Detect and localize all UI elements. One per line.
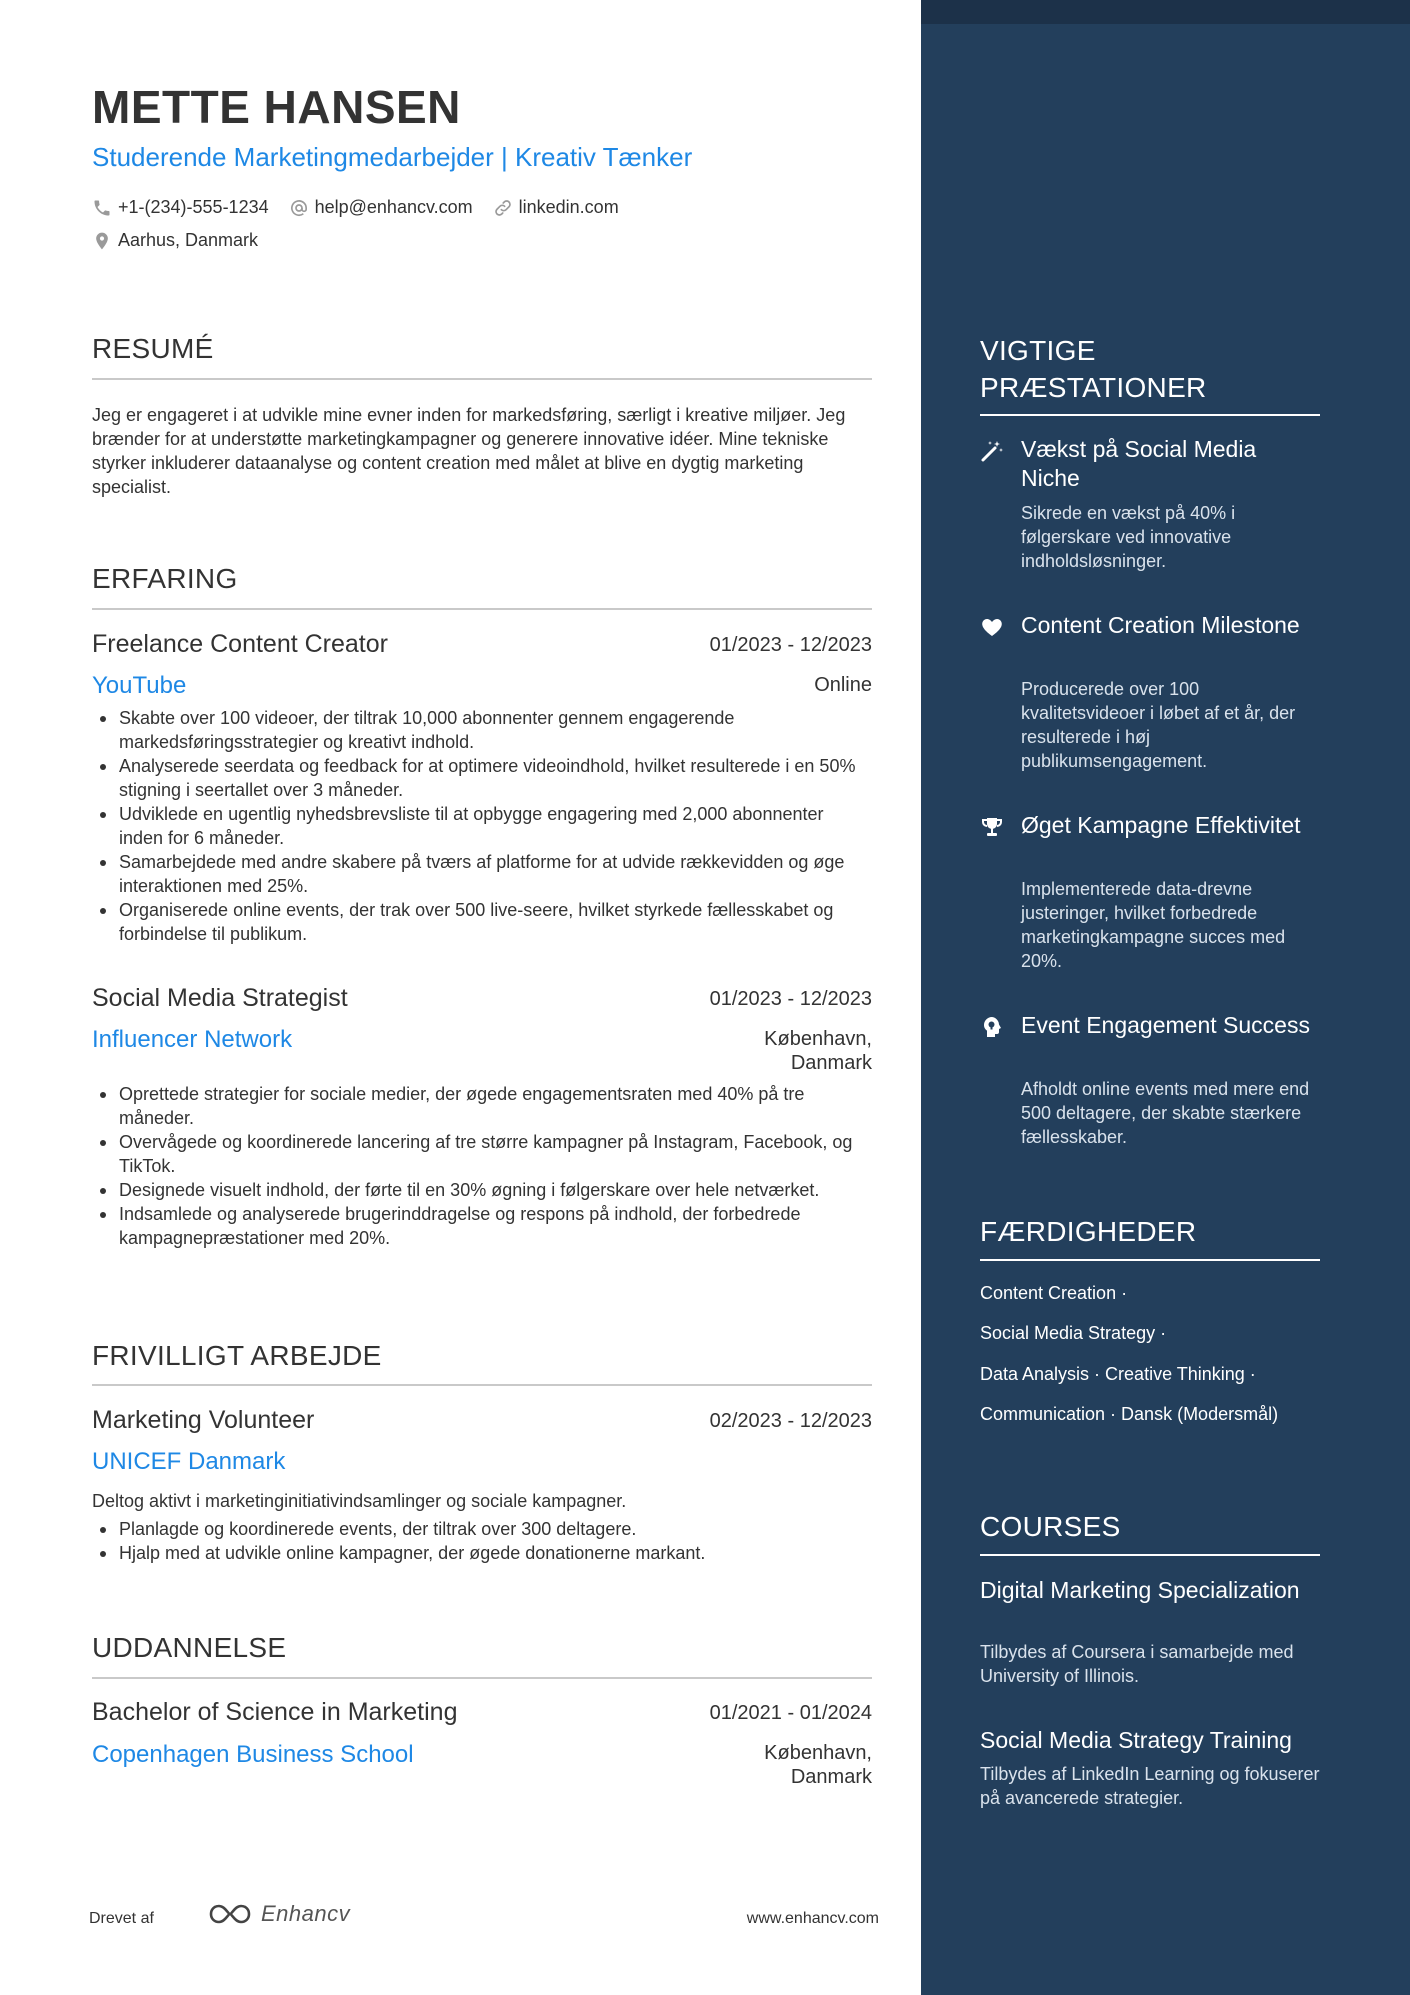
summary-heading: RESUMÉ	[92, 333, 214, 364]
contact-email[interactable]	[289, 197, 473, 218]
list-item: Planlagde og koordinerede events, der tiltrak over 300 deltagere.	[92, 1517, 872, 1541]
volunteer-divider	[92, 1384, 872, 1386]
head-lightbulb-icon	[980, 1015, 1004, 1039]
achievement-title: Content Creation Milestone	[1021, 612, 1300, 638]
course-title: Digital Marketing Specialization	[980, 1577, 1300, 1603]
at-icon	[289, 198, 309, 218]
brand-name: Enhancv	[261, 1901, 351, 1926]
footer	[89, 1900, 879, 1940]
skills-heading: FÆRDIGHEDER	[980, 1216, 1197, 1247]
volunteer-bullets	[92, 1517, 872, 1565]
job-bullets	[92, 1082, 872, 1250]
heart-icon	[980, 615, 1004, 639]
company-name[interactable]: YouTube	[92, 672, 187, 699]
skill-line: Data Analysis · Creative Thinking ·	[980, 1364, 1256, 1384]
volunteer-heading: FRIVILLIGT ARBEJDE	[92, 1340, 382, 1371]
achievement-title: Vækst på Social Media Niche	[1021, 436, 1257, 491]
courses-divider	[980, 1554, 1320, 1556]
phone-icon	[92, 198, 112, 218]
candidate-tagline: Studerende Marketingmedarbejder | Kreativ Tænker	[92, 142, 693, 172]
sidebar	[921, 0, 1410, 1995]
achievement-desc: Sikrede en vækst på 40% i følgerskare ved innovative indholdsløsninger.	[1021, 503, 1236, 571]
list-item: Indsamlede og analyserede brugerinddragelse og respons på indhold, der forbedrede kampagnepræstationer med 20%.	[92, 1202, 872, 1250]
sidebar-top-bar	[921, 0, 1410, 24]
job-dates: 01/2023 - 12/2023	[709, 634, 872, 656]
email-text: help@enhancv.com	[314, 197, 473, 217]
job-title: Social Media Strategist	[92, 984, 348, 1012]
company-name[interactable]: Influencer Network	[92, 1026, 293, 1053]
location-line: Danmark	[790, 1052, 872, 1074]
location-line: København,	[764, 1028, 872, 1050]
list-item: Oprettede strategier for sociale medier, der øgede engagementsraten med 40% på tre måneder.	[92, 1082, 872, 1130]
list-item: Hjalp med at udvikle online kampagner, der øgede donationerne markant.	[92, 1541, 872, 1565]
link-icon	[493, 198, 513, 218]
location-pin-icon	[92, 231, 112, 251]
candidate-name: METTE HANSEN	[92, 81, 461, 133]
phone-text: +1-(234)-555-1234	[118, 197, 269, 217]
linkedin-text: linkedin.com	[518, 197, 619, 217]
list-item: Skabte over 100 videoer, der tiltrak 10,000 abonnenter gennem engagerende markedsføringsstrategier og kreativt indhold.	[92, 706, 872, 754]
volunteer-dates: 02/2023 - 12/2023	[709, 1410, 872, 1432]
list-item: Overvågede og koordinerede lancering af tre større kampagner på Instagram, Facebook, og TikTok.	[92, 1130, 872, 1178]
experience-heading: ERFARING	[92, 563, 238, 594]
achievement-desc: Afholdt online events med mere end 500 deltagere, der skabte stærkere fællesskaber.	[1021, 1079, 1310, 1147]
education-heading: UDDANNELSE	[92, 1632, 287, 1663]
job-location: Online	[814, 674, 872, 696]
heading-line: VIGTIGE	[980, 335, 1096, 366]
achievements-heading	[980, 332, 1207, 406]
course-desc: Tilbydes af Coursera i samarbejde med University of Illinois.	[980, 1642, 1294, 1686]
summary-divider	[92, 378, 872, 380]
skill-line: Content Creation ·	[980, 1283, 1128, 1303]
contact-linkedin[interactable]	[493, 197, 619, 218]
course-desc: Tilbydes af LinkedIn Learning og fokuserer på avancerede strategier.	[980, 1764, 1320, 1808]
volunteer-intro: Deltog aktivt i marketinginitiativindsamlinger og sociale kampagner.	[92, 1491, 627, 1511]
volunteer-organization[interactable]: UNICEF Danmark	[92, 1448, 286, 1475]
achievement-title: Øget Kampagne Effektivitet	[1021, 812, 1301, 838]
school-name[interactable]: Copenhagen Business School	[92, 1741, 414, 1768]
job-title: Freelance Content Creator	[92, 630, 388, 658]
list-item: Designede visuelt indhold, der førte til en 30% øgning i følgerskare over hele netværket.	[92, 1178, 872, 1202]
location-text: Aarhus, Danmark	[118, 230, 259, 250]
achievement-desc: Implementerede data-drevne justeringer, hvilket forbedrede marketingkampagne succes med 20%.	[1021, 879, 1286, 971]
location-line: Danmark	[790, 1766, 872, 1788]
list-item: Samarbejdede med andre skabere på tværs af platforme for at udvide rækkevidden og øge interaktionen med 25%.	[92, 850, 872, 898]
degree-title: Bachelor of Science in Marketing	[92, 1698, 458, 1726]
volunteer-role: Marketing Volunteer	[92, 1406, 315, 1434]
skill-line: Social Media Strategy ·	[980, 1323, 1167, 1343]
trophy-icon	[980, 815, 1004, 839]
powered-by-label: Drevet af	[89, 1910, 154, 1927]
course-title: Social Media Strategy Training	[980, 1727, 1292, 1753]
contact-row	[92, 197, 639, 218]
list-item: Udviklede en ugentlig nyhedsbrevsliste til at opbygge engagering med 2,000 abonnenter inden for 6 måneder.	[92, 802, 872, 850]
education-location	[764, 1741, 872, 1789]
enhancv-logo[interactable]	[207, 1900, 350, 1928]
education-dates: 01/2021 - 01/2024	[709, 1702, 872, 1724]
achievements-divider	[980, 414, 1320, 416]
job-bullets	[92, 706, 872, 946]
education-divider	[92, 1677, 872, 1679]
location-line: København,	[764, 1742, 872, 1764]
list-item: Analyserede seerdata og feedback for at optimere videoindhold, hvilket resulterede i en 50% stigning i seertallet over 3 måneder.	[92, 754, 872, 802]
summary-text: Jeg er engageret i at udvikle mine evner inden for markedsføring, særligt i kreative miljøer. Jeg brænder for at understøtte marketingkampagner og generere innovative idéer. Mine tekniske styrker inkluderer dataanalyse og content creation med målet at blive en dygtig marketing specialist.	[92, 405, 846, 497]
contact-location	[92, 230, 258, 251]
achievement-title: Event Engagement Success	[1021, 1012, 1310, 1038]
contact-phone[interactable]	[92, 197, 269, 218]
job-location	[764, 1027, 872, 1075]
infinity-logo-icon	[207, 1900, 253, 1928]
experience-divider	[92, 608, 872, 610]
list-item: Organiserede online events, der trak over 500 live-seere, hvilket styrkede fællesskabet og forbindelse til publikum.	[92, 898, 872, 946]
achievement-desc: Producerede over 100 kvalitetsvideoer i løbet af et år, der resulterede i høj publikumsengagement.	[1021, 679, 1296, 771]
skills-divider	[980, 1259, 1320, 1261]
magic-wand-icon	[980, 439, 1004, 463]
heading-line: PRÆSTATIONER	[980, 372, 1207, 403]
contact-row-2	[92, 230, 278, 251]
footer-url[interactable]: www.enhancv.com	[746, 1910, 879, 1927]
skill-line: Communication · Dansk (Modersmål)	[980, 1404, 1279, 1424]
job-dates: 01/2023 - 12/2023	[709, 988, 872, 1010]
courses-heading: COURSES	[980, 1511, 1121, 1542]
